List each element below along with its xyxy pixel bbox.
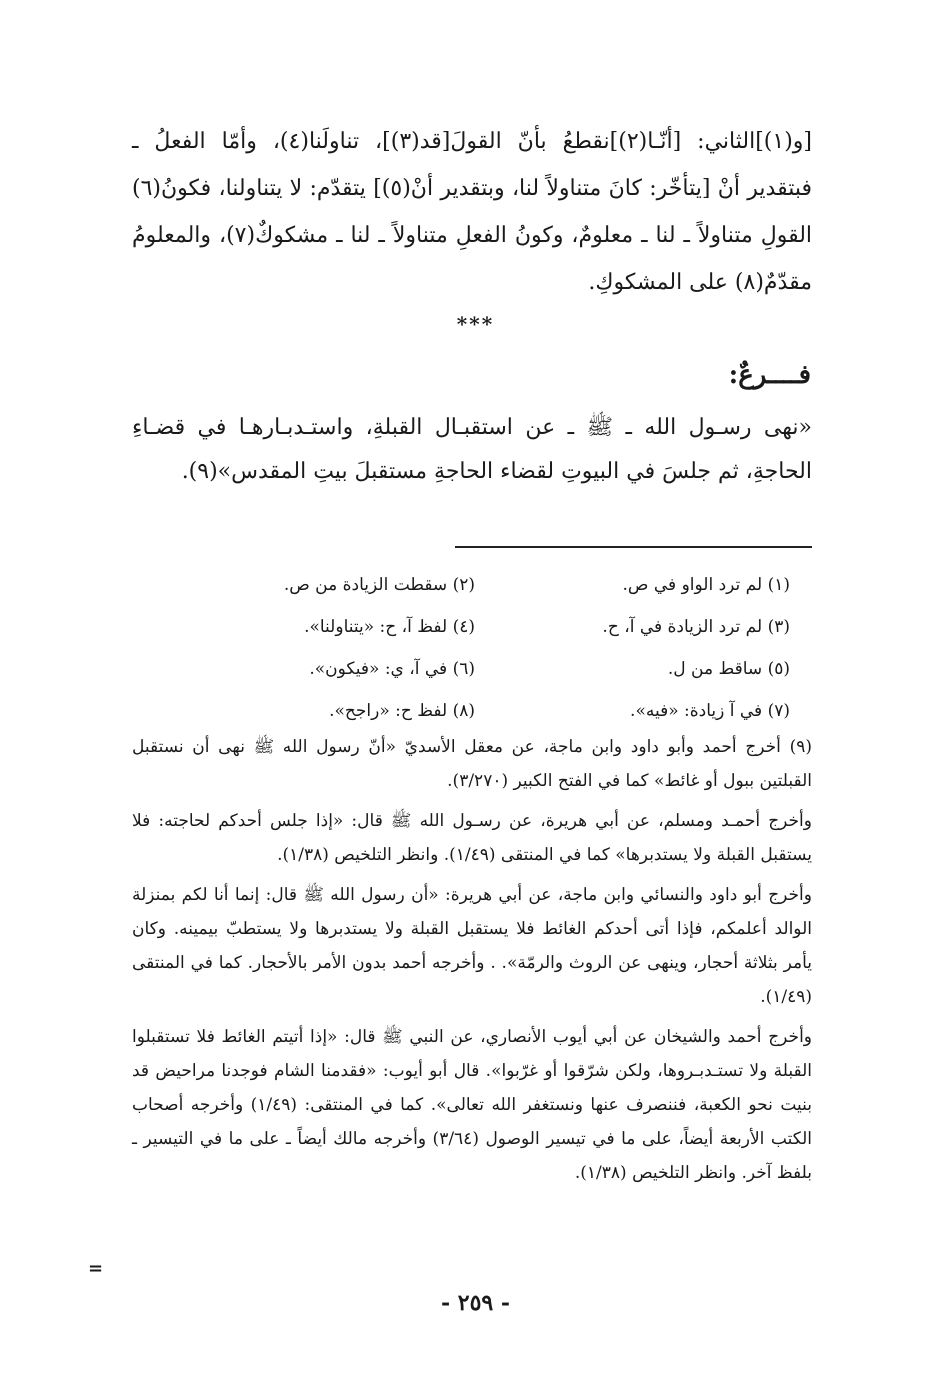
footnote-9: (٩) أخرج أحمد وأبو داود وابن ماجة، عن معقل الأسديّ «أنّ رسول الله ﷺ نهى أن نستقبل القبلتين ببول أو غائط» كما في الفتح الكبير (٣/٢٧٠). <box>132 737 812 791</box>
short-footnotes <box>200 566 790 730</box>
footnote-6: (٦) في آ، ي: «فيكون». <box>309 659 475 679</box>
footnote-8: (٨) لفظ ح: «راجح». <box>329 701 475 721</box>
margin-mark: = <box>88 1258 104 1279</box>
footnote-1: (١) لم ترد الواو في ص. <box>622 575 790 595</box>
footnote-5: (٥) ساقط من ل. <box>667 659 790 679</box>
footnote-4: (٤) لفظ آ، ح: «يتناولنا». <box>304 617 475 637</box>
page-number: - ٢٥٩ - <box>440 1290 511 1316</box>
long-footnotes <box>132 730 812 1196</box>
footnote-9-continued-b: وأخرج أبو داود والنسائي وابن ماجة، عن أبي هريرة: «أن رسول الله ﷺ قال: إنما أنا لكم بمنزلة الوالد أعلمكم، فإذا أتى أحدكم الغائط فلا يستقبل القبلة ولا يستدبرها ولا يستطبّ بيمينه. وكان يأمر بثلاثة أحجار، وينهى عن الروث والرمّة». . وأخرجه أحمد بدون الأمر بالأحجار. كما في المنتقى (١/٤٩). <box>132 885 812 1007</box>
main-paragraph: [و(١)]الثاني: [أنّـا(٢)]نقطعُ بأنّ القولَ[قد(٣)]، تناولَنا(٤)، وأمّا الفعلُ ـ فبتقدير أنْ [يتأخّر: كانَ متناولاً لنا، وبتقدير أنْ(٥)] يتقدّم: لا يتناولنا، فكونُ(٦) القولِ متناولاً ـ لنا ـ معلومٌ، وكونُ الفعلِ متناولاً ـ لنا ـ مشكوكٌ(٧)، والمعلومُ مقدّمٌ(٨) على المشكوكِ. <box>132 129 813 295</box>
footnote-9-continued-a: وأخرج أحمـد ومسلم، عن أبي هريرة، عن رسـول الله ﷺ قال: «إذا جلس أحدكم لحاجته: فلا يستقبل القبلة ولا يستدبرها» كما في المنتقى (١/٤٩). وانظر التلخيص (١/٣٨). <box>132 811 812 865</box>
footnote-3: (٣) لم ترد الزيادة في آ، ح. <box>602 617 790 637</box>
footnote-9-continued-c: وأخرج أحمد والشيخان عن أبي أيوب الأنصاري، عن النبي ﷺ قال: «إذا أتيتم الغائط فلا تستقبلوا القبلة ولا تستـدبـروها، ولكن شرّقوا أو غرّبوا». قال أبو أيوب: «فقدمنا الشام فوجدنا مراحيض قد بنيت نحو الكعبة، فننصرف عنها ونستغفر الله تعالى». كما في المنتقى: (١/٤٩) وأخرجه أصحاب الكتب الأربعة أيضاً، على ما في تيسير الوصول (٣/٦٤) وأخرجه مالك أيضاً ـ على ما في التيسير ـ بلفظ آخر. وانظر التلخيص (١/٣٨). <box>132 1027 813 1183</box>
footnote-divider <box>455 546 812 548</box>
footnote-2: (٢) سقطت الزيادة من ص. <box>283 575 475 595</box>
section-heading: فــــرعٌ: <box>728 360 811 390</box>
main-text <box>132 118 812 306</box>
footnote-7: (٧) في آ زيادة: «فيه». <box>630 701 790 721</box>
section-separator: *** <box>456 312 495 336</box>
hadith-text: «نهى رسـول الله ـ ﷺ ـ عن استقبـال القبلةِ، واستـدبـارهـا في قضـاءِ الحاجةِ، ثم جلسَ في البيوتِ لقضاء الحاجةِ مستقبلَ بيتِ المقدس»(٩). <box>132 415 812 484</box>
